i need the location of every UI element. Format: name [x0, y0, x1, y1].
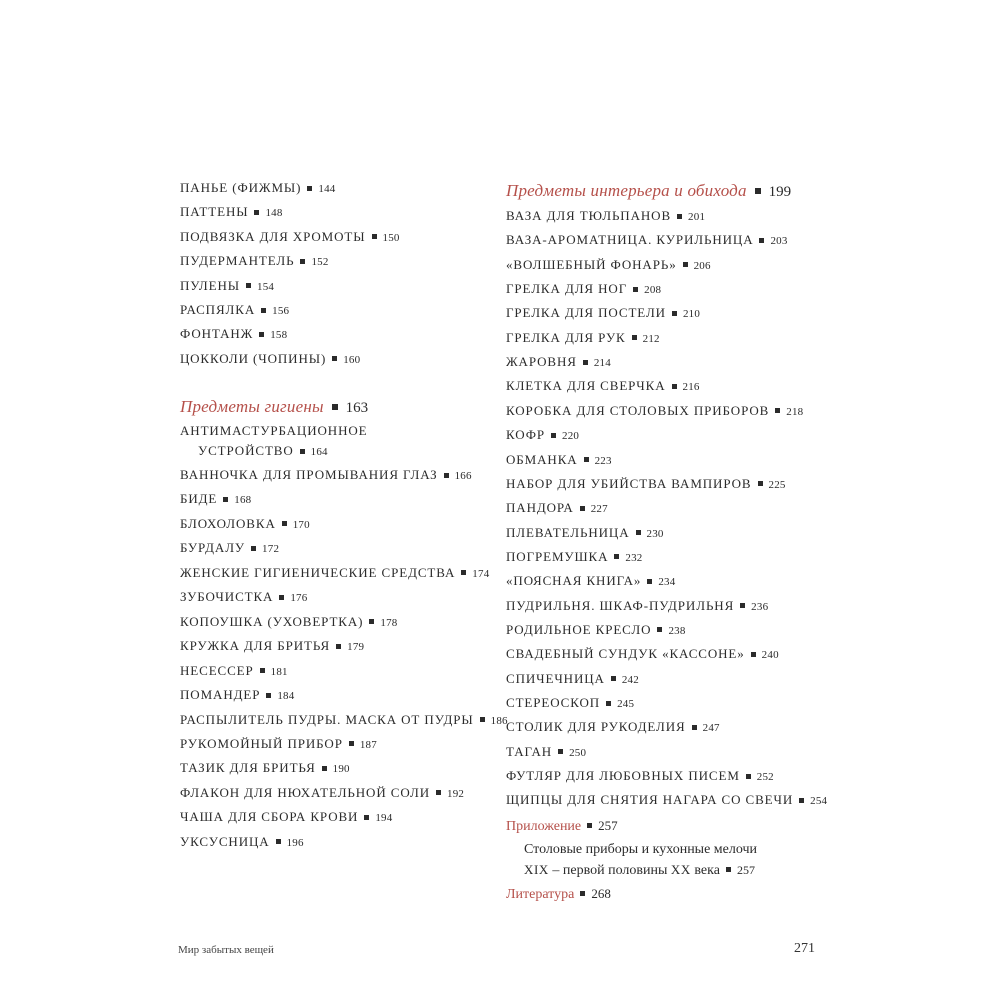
- section-page: 268: [591, 886, 611, 901]
- bullet-separator: [282, 521, 287, 526]
- entry-title: КОФР: [506, 427, 545, 443]
- bullet-separator: [775, 408, 780, 413]
- entry-title: КЛЕТКА ДЛЯ СВЕРЧКА: [506, 378, 666, 394]
- entry-title: ГРЕЛКА ДЛЯ НОГ: [506, 281, 628, 297]
- toc-entry: [180, 465, 472, 486]
- section-heading-literature: [506, 884, 611, 905]
- entry-title: РАСПЯЛКА: [180, 302, 256, 317]
- entry-page: 187: [359, 738, 377, 751]
- entry-title: ЖЕНСКИЕ ГИГИЕНИЧЕСКИЕ СРЕДСТВА: [180, 564, 456, 580]
- entry-page: 247: [702, 722, 720, 735]
- entry-title: ПАТТЕНЫ: [180, 204, 249, 220]
- entry-title: ГРЕЛКА ДЛЯ РУК: [506, 329, 626, 345]
- bullet-separator: [759, 238, 764, 243]
- entry-title: БЛОХОЛОВКА: [180, 515, 276, 531]
- entry-page: 158: [270, 329, 288, 342]
- toc-entry: [506, 376, 700, 397]
- entry-page: 196: [286, 836, 304, 849]
- entry-page: 216: [682, 381, 700, 394]
- bullet-separator: [580, 506, 585, 511]
- entry-page: 172: [262, 543, 280, 556]
- entry-title: СПИЧЕЧНИЦА: [506, 670, 605, 686]
- bullet-separator: [336, 644, 341, 649]
- entry-page: 203: [770, 235, 788, 248]
- entry-page: 160: [343, 353, 361, 366]
- bullet-separator: [606, 701, 611, 706]
- entry-page: 245: [617, 698, 635, 710]
- toc-entry: [180, 324, 287, 345]
- toc-entry: [180, 783, 464, 804]
- bullet-separator: [251, 546, 256, 551]
- entry-page: 192: [447, 787, 465, 800]
- bullet-separator: [261, 308, 266, 313]
- toc-entry: [506, 571, 675, 592]
- bullet-separator: [636, 530, 641, 535]
- toc-entry: [506, 474, 786, 495]
- toc-entry: [180, 178, 336, 199]
- appendix-entry-line1: Столовые приборы и кухонные мелочи: [524, 842, 758, 857]
- toc-entry: [506, 352, 611, 373]
- toc-entry: [506, 790, 827, 811]
- toc-entry: [180, 514, 310, 535]
- entry-page: 174: [472, 567, 490, 580]
- toc-entry: [506, 279, 661, 300]
- toc-entry: [506, 206, 705, 227]
- toc-entry: [180, 807, 392, 828]
- bullet-separator: [444, 473, 449, 478]
- toc-entry: [506, 255, 711, 276]
- toc-entry: [506, 401, 803, 422]
- toc-entry: [180, 636, 364, 657]
- entry-title: ФОНТАНЖ: [180, 326, 254, 342]
- entry-title-line1: АНТИМАСТУРБАЦИОННОЕ: [180, 423, 368, 438]
- toc-entry: [180, 538, 279, 559]
- entry-title: ПУДЕРМАНТЕЛЬ: [180, 253, 295, 269]
- bullet-separator: [677, 214, 682, 219]
- bullet-separator: [633, 287, 638, 292]
- bullet-separator: [246, 283, 251, 288]
- entry-title: КОРОБКА ДЛЯ СТОЛОВЫХ ПРИБОРОВ: [506, 402, 770, 418]
- entry-title: УКСУСНИЦА: [180, 833, 270, 849]
- entry-page: 206: [693, 259, 711, 272]
- appendix-text: века: [690, 863, 720, 878]
- entry-page: 252: [756, 771, 774, 784]
- bullet-separator: [672, 384, 677, 389]
- entry-title: НАБОР ДЛЯ УБИЙСТВА ВАМПИРОВ: [506, 475, 752, 491]
- bullet-separator: [300, 259, 305, 264]
- entry-page: 181: [270, 665, 288, 678]
- entry-page: 234: [658, 576, 676, 589]
- entry-page: 232: [625, 551, 643, 564]
- bullet-separator: [349, 741, 354, 746]
- bullet-separator: [647, 579, 652, 584]
- bullet-separator: [223, 497, 228, 502]
- toc-entry: [506, 717, 720, 738]
- entry-page: 212: [642, 332, 660, 345]
- toc-entry: [180, 685, 294, 706]
- entry-page: 220: [562, 430, 580, 443]
- entry-title: ЧАША ДЛЯ СБОРА КРОВИ: [180, 809, 359, 825]
- entry-page: 154: [257, 280, 275, 293]
- section-page: 199: [768, 184, 792, 200]
- entry-title: ПУДРИЛЬНЯ. ШКАФ-ПУДРИЛЬНЯ: [506, 597, 735, 613]
- bullet-separator: [558, 749, 563, 754]
- toc-entry: [506, 669, 639, 690]
- page-number: 271: [794, 941, 815, 956]
- entry-title: ПАНЬЕ (ФИЖМЫ): [180, 180, 302, 195]
- toc-entry: [506, 523, 664, 544]
- entry-title: ФУТЛЯР ДЛЯ ЛЮБОВНЫХ ПИСЕМ: [506, 768, 740, 784]
- entry-title: ПУЛЕНЫ: [180, 277, 241, 293]
- bullet-separator: [583, 360, 588, 365]
- entry-title-line2: УСТРОЙСТВО: [198, 443, 294, 458]
- bullet-separator: [580, 891, 585, 896]
- entry-title: СВАДЕБНЫЙ СУНДУК «КАССОНЕ»: [506, 646, 745, 662]
- entry-page: 148: [265, 207, 283, 220]
- toc-entry: [506, 644, 779, 665]
- toc-entry-continued: [198, 441, 328, 462]
- entry-page: 218: [786, 405, 804, 418]
- entry-page: 238: [668, 624, 686, 637]
- toc-right-column: [506, 0, 826, 1000]
- toc-entry: [180, 227, 400, 248]
- appendix-entry: [524, 840, 757, 860]
- entry-title: ЖАРОВНЯ: [506, 354, 577, 370]
- entry-title: СТОЛИК ДЛЯ РУКОДЕЛИЯ: [506, 719, 686, 735]
- toc-entry: [506, 425, 579, 446]
- entry-title: «ПОЯСНАЯ КНИГА»: [506, 573, 642, 589]
- section-title: Предметы гигиены: [180, 397, 324, 416]
- bullet-separator: [332, 356, 337, 361]
- bullet-separator: [692, 725, 697, 730]
- entry-title: ПАНДОРА: [506, 500, 574, 516]
- bullet-separator: [266, 693, 271, 698]
- entry-title: ТАЗИК ДЛЯ БРИТЬЯ: [180, 760, 316, 776]
- toc-entry: [506, 498, 608, 519]
- bullet-separator: [372, 234, 377, 239]
- entry-title: ТАГАН: [506, 743, 553, 759]
- entry-title: КОПОУШКА (УХОВЕРТКА): [180, 613, 364, 629]
- entry-title: РУКОМОЙНЫЙ ПРИБОР: [180, 735, 343, 751]
- entry-title: ЩИПЦЫ ДЛЯ СНЯТИЯ НАГАРА СО СВЕЧИ: [506, 792, 794, 808]
- entry-page: 230: [646, 527, 664, 540]
- toc-entry: [180, 563, 489, 584]
- toc-entry: [180, 612, 398, 633]
- bullet-separator: [799, 798, 804, 803]
- toc-entry: [506, 303, 700, 324]
- bullet-separator: [307, 186, 312, 191]
- entry-title: СТЕРЕОСКОП: [506, 695, 601, 710]
- bullet-separator: [683, 262, 688, 267]
- entry-page: 257: [736, 863, 755, 877]
- bullet-separator: [260, 668, 265, 673]
- bullet-separator: [611, 676, 616, 681]
- bullet-separator: [254, 210, 259, 215]
- entry-page: 152: [311, 256, 329, 269]
- toc-entry: [180, 661, 288, 682]
- entry-page: 208: [644, 284, 662, 297]
- entry-page: 179: [347, 641, 365, 654]
- bullet-separator: [751, 652, 756, 657]
- entry-title: ПОГРЕМУШКА: [506, 548, 609, 564]
- bullet-separator: [332, 404, 338, 410]
- section-title: Предметы интерьера и обихода: [506, 181, 747, 200]
- bullet-separator: [755, 188, 761, 194]
- entry-page: 227: [590, 503, 608, 516]
- entry-title: ОБМАНКА: [506, 451, 578, 467]
- entry-title: ЦОККОЛИ (ЧОПИНЫ): [180, 350, 327, 366]
- entry-title: БИДЕ: [180, 491, 218, 507]
- century-numeral: XX: [670, 862, 691, 877]
- toc-entry: [506, 766, 774, 787]
- entry-title: «ВОЛШЕБНЫЙ ФОНАРЬ»: [506, 256, 677, 272]
- entry-page: 168: [234, 494, 252, 507]
- entry-page: 201: [688, 211, 706, 223]
- appendix-entry-line2: [524, 860, 755, 881]
- entry-title: КРУЖКА ДЛЯ БРИТЬЯ: [180, 638, 331, 654]
- bullet-separator: [614, 554, 619, 559]
- toc-entry: [180, 489, 251, 510]
- entry-page: 240: [761, 649, 779, 662]
- entry-title: ГРЕЛКА ДЛЯ ПОСТЕЛИ: [506, 305, 666, 321]
- toc-entry: [506, 230, 788, 251]
- entry-page: 150: [382, 231, 400, 244]
- entry-page: 214: [593, 357, 611, 370]
- section-page: 163: [345, 400, 369, 416]
- bullet-separator: [364, 815, 369, 820]
- entry-page: 156: [272, 305, 290, 317]
- toc-entry: [180, 832, 304, 853]
- entry-page: 225: [768, 478, 786, 491]
- toc-entry: [180, 710, 508, 731]
- entry-title: ПОДВЯЗКА ДЛЯ ХРОМОТЫ: [180, 228, 366, 244]
- bullet-separator: [632, 335, 637, 340]
- bullet-separator: [672, 311, 677, 316]
- entry-page: 250: [569, 746, 587, 759]
- toc-entry: [506, 742, 586, 763]
- entry-page: 144: [318, 183, 336, 195]
- entry-page: 176: [290, 592, 308, 605]
- toc-entry: [506, 596, 768, 617]
- section-title: Приложение: [506, 819, 582, 834]
- bullet-separator: [740, 603, 745, 608]
- toc-entry: [180, 300, 289, 321]
- bullet-separator: [584, 457, 589, 462]
- entry-title: ПОМАНДЕР: [180, 687, 261, 703]
- appendix-text: – первой половины: [548, 863, 671, 878]
- section-heading-interior: [506, 180, 791, 203]
- century-numeral: XIX: [524, 862, 549, 877]
- toc-entry: [506, 547, 643, 568]
- bullet-separator: [657, 627, 662, 632]
- entry-page: 170: [292, 518, 310, 531]
- entry-title: НЕСЕССЕР: [180, 662, 254, 678]
- entry-page: 254: [810, 795, 828, 808]
- section-heading-hygiene: [180, 396, 368, 419]
- entry-title: ВАЗА-АРОМАТНИЦА. КУРИЛЬНИЦА: [506, 232, 754, 248]
- bullet-separator: [369, 619, 374, 624]
- bullet-separator: [279, 595, 284, 600]
- entry-page: 236: [751, 600, 769, 613]
- section-heading-appendix: [506, 816, 618, 837]
- bullet-separator: [276, 839, 281, 844]
- entry-title: РОДИЛЬНОЕ КРЕСЛО: [506, 621, 652, 637]
- bullet-separator: [726, 867, 731, 872]
- toc-entry: [180, 734, 377, 755]
- toc-entry: [506, 450, 612, 471]
- entry-title: ВАЗА ДЛЯ ТЮЛЬПАНОВ: [506, 208, 672, 223]
- toc-entry: [180, 349, 360, 370]
- toc-entry: [506, 620, 686, 641]
- toc-entry: [180, 202, 283, 223]
- bullet-separator: [551, 433, 556, 438]
- bullet-separator: [461, 570, 466, 575]
- entry-title: БУРДАЛУ: [180, 540, 246, 556]
- entry-title: ПЛЕВАТЕЛЬНИЦА: [506, 524, 630, 540]
- entry-page: 164: [310, 446, 328, 458]
- toc-entry: [180, 421, 368, 441]
- toc-entry: [180, 758, 350, 779]
- bullet-separator: [322, 766, 327, 771]
- section-title: Литература: [506, 887, 575, 902]
- entry-page: 194: [375, 812, 393, 825]
- bullet-separator: [746, 774, 751, 779]
- entry-page: 190: [332, 763, 350, 776]
- entry-title: ВАННОЧКА ДЛЯ ПРОМЫВАНИЯ ГЛАЗ: [180, 467, 438, 482]
- entry-title: РАСПЫЛИТЕЛЬ ПУДРЫ. МАСКА ОТ ПУДРЫ: [180, 711, 474, 727]
- entry-title: ЗУБОЧИСТКА: [180, 589, 274, 605]
- bullet-separator: [436, 790, 441, 795]
- section-page: 257: [598, 818, 618, 833]
- entry-page: 184: [277, 690, 295, 703]
- bullet-separator: [480, 717, 485, 722]
- bullet-separator: [259, 332, 264, 337]
- toc-entry: [506, 693, 634, 714]
- entry-page: 178: [380, 616, 398, 629]
- toc-left-column: [180, 0, 510, 1000]
- toc-entry: [180, 251, 329, 272]
- bullet-separator: [587, 823, 592, 828]
- bullet-separator: [758, 481, 763, 486]
- entry-page: 210: [682, 308, 701, 321]
- toc-entry: [180, 587, 307, 608]
- entry-page: 166: [454, 470, 472, 482]
- running-footer-title: Мир забытых вещей: [178, 944, 274, 956]
- toc-entry: [180, 276, 274, 297]
- bullet-separator: [300, 449, 305, 454]
- entry-page: 242: [621, 673, 639, 686]
- toc-entry: [506, 328, 660, 349]
- entry-title: ФЛАКОН ДЛЯ НЮХАТЕЛЬНОЙ СОЛИ: [180, 784, 431, 800]
- entry-page: 223: [594, 454, 612, 467]
- entry-page: 186: [490, 714, 508, 727]
